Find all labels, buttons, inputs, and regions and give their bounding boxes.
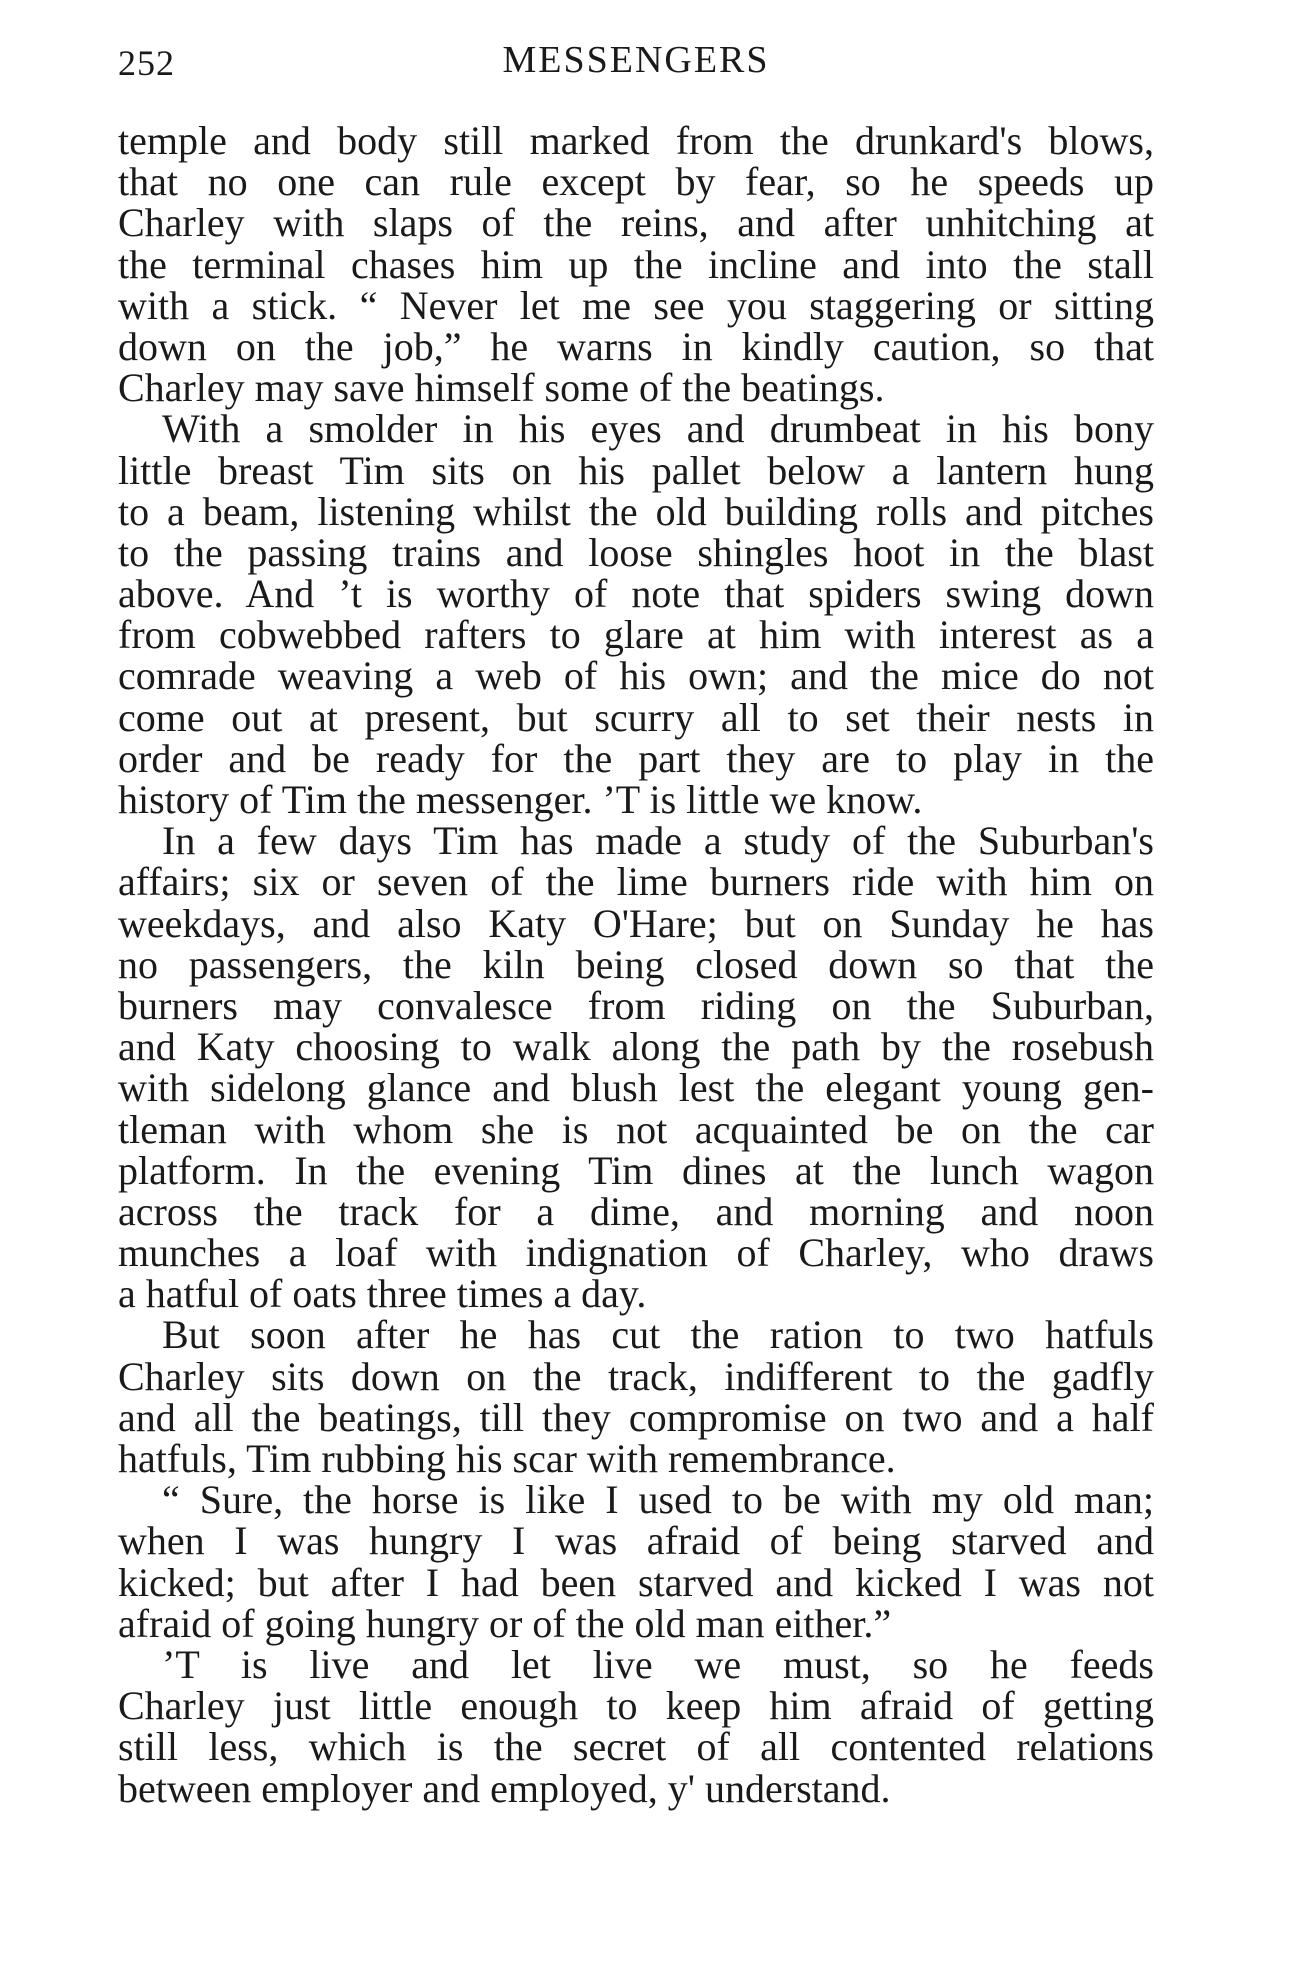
text-line: Charley with slaps of the reins, and after unhitching at	[118, 200, 1154, 246]
text-line: hatfuls, Tim rubbing his scar with remembrance.	[118, 1436, 896, 1481]
text-line: Charley just little enough to keep him afraid of getting	[118, 1683, 1154, 1729]
text-line: and all the beatings, till they compromise on two and a half	[118, 1394, 1154, 1440]
text-line: munches a loaf with indignation of Charley, who draws	[118, 1230, 1154, 1276]
page-header	[118, 38, 1154, 88]
text-line: and Katy choosing to walk along the path by the rosebush	[118, 1024, 1154, 1070]
text-line: history of Tim the messenger. ’T is little we know.	[118, 777, 923, 822]
text-line: Charley may save himself some of the beatings.	[118, 365, 885, 411]
text-line: down on the job,” he warns in kindly caution, so that	[118, 323, 1154, 369]
text-line: with a stick. “ Never let me see you staggering or sitting	[118, 282, 1154, 328]
text-line: to the passing trains and loose shingles hoot in the blast	[118, 529, 1154, 575]
page-number: 252	[118, 43, 175, 83]
text-line: affairs; six or seven of the lime burners ride with him on	[118, 859, 1154, 905]
text-line: comrade weaving a web of his own; and the mice do not	[118, 653, 1154, 699]
text-line: weekdays, and also Katy O'Hare; but on Sunday he has	[118, 900, 1154, 946]
text-line: ’T is live and let live we must, so he feeds	[162, 1641, 1154, 1687]
text-line: kicked; but after I had been starved and kicked I was not	[118, 1559, 1154, 1605]
text-line: that no one can rule except by fear, so he speeds up	[118, 159, 1154, 205]
running-title: MESSENGERS	[502, 39, 770, 81]
text-line: between employer and employed, y' understand.	[118, 1765, 891, 1811]
text-line: But soon after he has cut the ration to two hatfuls	[162, 1312, 1154, 1358]
text-line: tleman with whom she is not acquainted be on the car	[118, 1106, 1154, 1152]
text-line: “ Sure, the horse is like I used to be with my old man;	[162, 1477, 1154, 1523]
body-text	[118, 120, 1154, 1809]
text-line: order and be ready for the part they are to play in the	[118, 735, 1154, 781]
text-line: little breast Tim sits on his pallet below a lantern hung	[118, 447, 1154, 493]
text-line: afraid of going hungry or of the old man either.”	[118, 1600, 892, 1646]
text-line: With a smolder in his eyes and drumbeat in his bony	[162, 406, 1154, 452]
text-line: platform. In the evening Tim dines at the lunch wagon	[118, 1147, 1154, 1193]
text-line: still less, which is the secret of all contented relations	[118, 1724, 1154, 1770]
text-line: when I was hungry I was afraid of being starved and	[118, 1518, 1154, 1564]
text-line: to a beam, listening whilst the old building rolls and pitches	[118, 488, 1154, 534]
text-line: with sidelong glance and blush lest the elegant young gen-	[118, 1065, 1154, 1111]
text-line: across the track for a dime, and morning and noon	[118, 1188, 1154, 1234]
text-line: no passengers, the kiln being closed down so that the	[118, 941, 1154, 987]
text-line: burners may convalesce from riding on the Suburban,	[118, 982, 1154, 1028]
text-line: In a few days Tim has made a study of the Suburban's	[162, 818, 1154, 864]
text-line: above. And ’t is worthy of note that spiders swing down	[118, 571, 1154, 617]
text-line: a hatful of oats three times a day.	[118, 1271, 647, 1317]
text-line: the terminal chases him up the incline and into the stall	[118, 241, 1154, 287]
text-line: come out at present, but scurry all to set their nests in	[118, 694, 1154, 740]
text-line: temple and body still marked from the drunkard's blows,	[118, 118, 1154, 163]
text-line: Charley sits down on the track, indifferent to the gadfly	[118, 1353, 1154, 1399]
text-line: from cobwebbed rafters to glare at him with interest as a	[118, 612, 1154, 658]
